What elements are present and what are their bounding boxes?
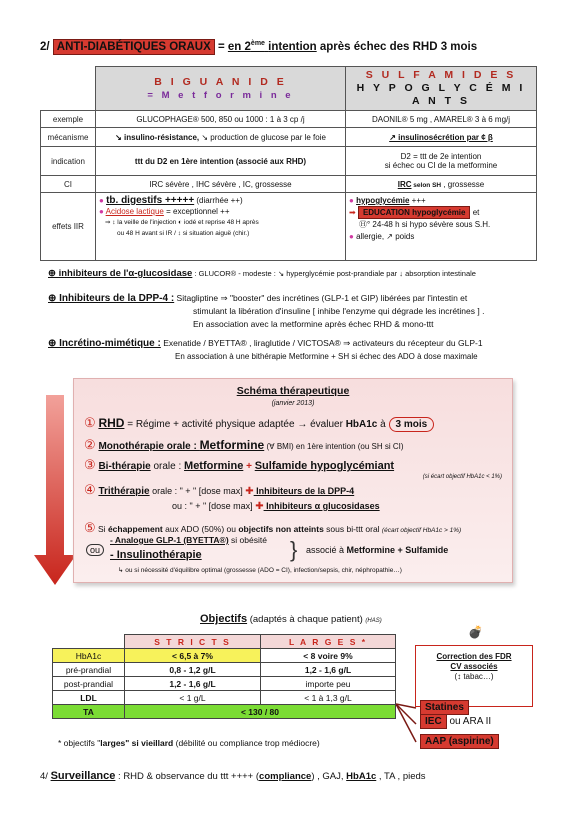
objectives-footnote: * objectifs "larges" si vieillard (débilité ou compliance trop médiocre): [58, 738, 320, 748]
cell: < 130 / 80: [125, 705, 396, 719]
row-label: CI: [41, 176, 96, 193]
schema-step-4-alt: ou : " + " [dose max] ✚ Inhibiteurs α glucosidases: [172, 501, 380, 512]
cell: importe peu: [261, 677, 396, 691]
statines-label: Statines: [420, 700, 469, 715]
aap-label: AAP (aspirine): [420, 734, 499, 749]
row-label: HbA1c: [53, 649, 125, 663]
cell: IRC sévère , IHC sévère , IC, grossesse: [96, 176, 346, 193]
schema-step-4: ④ Trithérapie orale : " + " [dose max] ✚ Inhibiteurs de la DPP-4: [84, 482, 355, 497]
schema-glp1: - Analogue GLP-1 (BYETTA®) si obésité: [110, 535, 267, 545]
schema-date: (janvier 2013): [271, 400, 315, 407]
connector-arrows-icon: [396, 700, 420, 750]
row-label: effets IIR: [41, 193, 96, 261]
cell: < 6,5 à 7%: [125, 649, 261, 663]
row-label: LDL: [53, 691, 125, 705]
section-title-rest: après échec des RHD 3 mois: [319, 40, 478, 53]
row-label: indication: [41, 147, 96, 176]
therapy-schema: [73, 378, 513, 583]
brace-icon: }: [290, 537, 298, 562]
objectives-table: [52, 634, 396, 719]
schema-insulin-note: ↳ ou si nécessité d'équilibre optimal (grossesse (ADO = CI), infection/sepsis, chir, néphropathie…): [118, 567, 402, 574]
schema-step-3: ③ Bi-thérapie orale : Metformine + Sulfamide hypoglycémiant: [84, 457, 395, 472]
schema-step-1: ① RHD = Régime + activité physique adaptée → évaluer HbA1c à 3 mois: [84, 415, 434, 431]
section-number: 2/: [40, 40, 50, 53]
schema-step-3-note: (si écart objectif HbA1c < 1%): [422, 474, 502, 480]
table-row: [41, 111, 537, 128]
cell: DAONIL® 5 mg , AMAREL® 3 à 6 mg/j: [346, 111, 537, 128]
cell: ● tb. digestifs +++++ (diarrhée ++) ● Acidose lactique = exceptionnel ++ ⇒ ↕ la veille de l'injection ◐ iodé et reprise 48 H après ou 48 H avant si IR / ↕ si situation aiguë (chir.): [96, 193, 346, 261]
table-row: [53, 649, 396, 663]
table-row: [41, 128, 537, 147]
surveillance-line: 4/ Surveillance : RHD & observance du ttt ++++ (compliance) , GAJ, HbA1c , TA , pieds: [40, 770, 426, 782]
para-dpp4: ⊕ Inhibiteurs de la DPP-4 : Sitagliptine ⇒ "booster" des incrétines (GLP-1 et GIP) libérées par l'intestin et stimulant la libération d'insuline [ inhibe l'enzyme qui dégrade les incrétines ] . En association avec la metformine après échec RHD & mono-ttt: [48, 293, 485, 329]
schema-ou: ou: [86, 545, 104, 555]
schema-step-5: ⑤ Si échappement aux ADO (50%) ou objectifs non atteints sous bi-ttt oral (écart objectif HbA1c > 1%): [84, 520, 462, 535]
cell: ● hypoglycémie +++ ➡ EDUCATION hypoglycémie et Ⓗ° 24-48 h si hypo sévère sous S.H. ● allergie, ↗ poids: [346, 193, 537, 261]
intention-text: en 2ème intention: [227, 40, 317, 53]
schema-assoc: associé à Metformine + Sulfamide: [306, 545, 449, 555]
table-row: [41, 147, 537, 176]
row-label: post-prandial: [53, 677, 125, 691]
cell: < 1 g/L: [125, 691, 261, 705]
cell: < 1 à 1,3 g/L: [261, 691, 396, 705]
table-header-row: [41, 67, 537, 111]
row-label: exemple: [41, 111, 96, 128]
table-row: [53, 705, 396, 719]
iec-label: IEC ou ARA II: [420, 716, 491, 727]
cell: ↘ insulino-résistance, ↘ production de glucose par le foie: [96, 128, 346, 147]
section-title-highlight: ANTI-DIABÉTIQUES ORAUX: [53, 39, 215, 55]
table-row: [53, 663, 396, 677]
cell: ↗ insulinosécrétion par ¢ β: [346, 128, 537, 147]
cell: < 8 voire 9%: [261, 649, 396, 663]
schema-insulin: - Insulinothérapie: [110, 549, 202, 561]
schema-step-2: ② Monothérapie orale : Metformine (∀ BMI) en 1ère intention (ou SH si CI): [84, 437, 404, 452]
cell: D2 = ttt de 2e intention si échec ou CI de la metformine: [346, 147, 537, 176]
table-row: [41, 193, 537, 261]
table-row: [53, 677, 396, 691]
cell: IRC selon SH , grossesse: [346, 176, 537, 193]
equals-sign: =: [217, 40, 225, 53]
comparison-table: [40, 66, 537, 261]
cell: 0,8 - 1,2 g/L: [125, 663, 261, 677]
large-header: L A R G E S *: [261, 635, 396, 649]
biguanide-header: B I G U A N I D E = M e t f o r m i n e: [96, 67, 346, 111]
table-header-row: [53, 635, 396, 649]
schema-title: Schéma thérapeutique: [236, 385, 350, 397]
objectives-heading: Objectifs (adaptés à chaque patient) (HAS): [200, 613, 382, 625]
row-label: mécanisme: [41, 128, 96, 147]
para-alpha-glucosidase: ⊕ inhibiteurs de l'α-glucosidase : GLUCOR® - modeste : ↘ hyperglycémie post-prandiale par ↓ absorption intestinale: [48, 268, 476, 279]
table-row: [53, 691, 396, 705]
cell: 1,2 - 1,6 g/L: [125, 677, 261, 691]
row-label: pré-prandial: [53, 663, 125, 677]
para-incretino: ⊕ Incrétino-mimétique : Exenatide / BYETTA® , liraglutide / VICTOSA® ⇒ activateurs du récepteur du GLP-1 En association à une bithérapie Metformine + SH si échec des ADO à dose maximale: [48, 338, 483, 361]
row-label: TA: [53, 705, 125, 719]
cell: 1,2 - 1,6 g/L: [261, 663, 396, 677]
cv-risk-box: Correction des FDR CV associés (↕ tabac…): [415, 645, 533, 707]
bomb-icon: 💣: [468, 625, 483, 639]
section-title: [40, 40, 477, 53]
cell: ttt du D2 en 1ère intention (associé aux RHD): [96, 147, 346, 176]
cell: GLUCOPHAGE® 500, 850 ou 1000 : 1 à 3 cp /j: [96, 111, 346, 128]
strict-header: S T R I C T S: [125, 635, 261, 649]
table-row: [41, 176, 537, 193]
down-arrow-icon: [34, 395, 76, 585]
sulfamides-header: S U L F A M I D E S H Y P O G L Y C É M I A N T S: [346, 67, 537, 111]
